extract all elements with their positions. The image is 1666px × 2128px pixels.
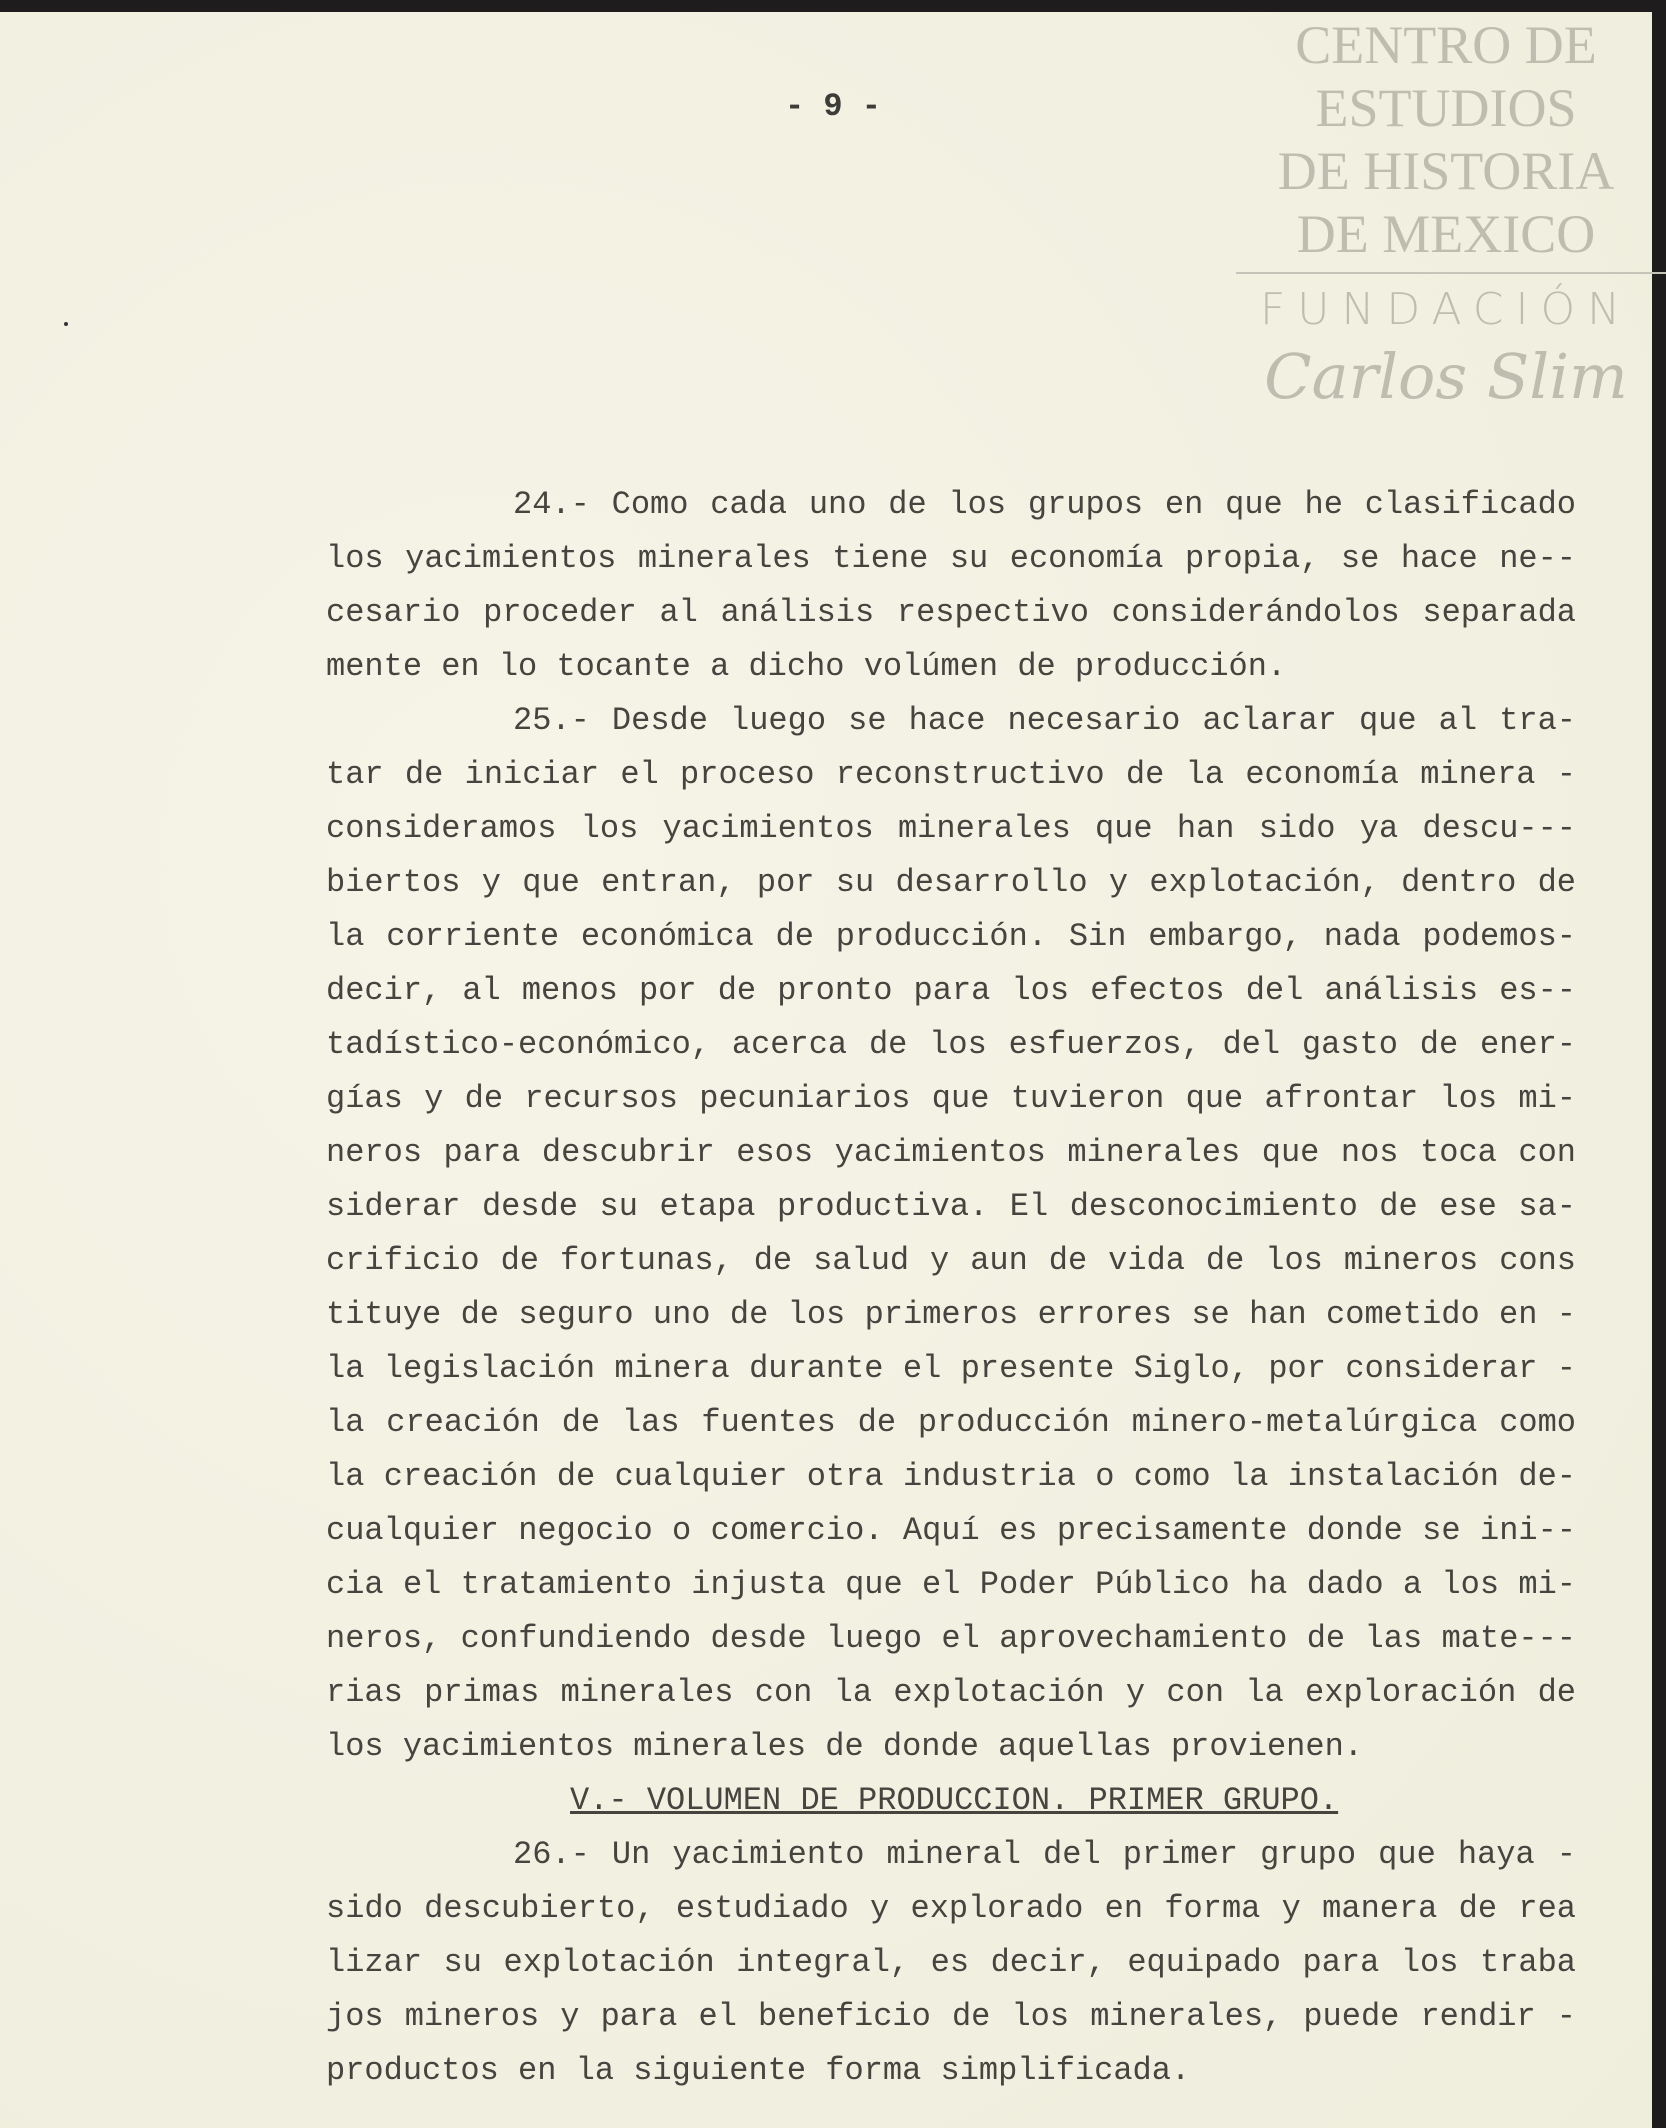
text-line: la creación de cualquier otra industria o como la instalación de- [326,1458,1576,1495]
text-line: la corriente económica de producción. Sin embargo, nada podemos- [326,918,1576,955]
text-line: neros, confundiendo desde luego el aprovechamiento de las mate--- [326,1620,1576,1657]
text-line: 25.- Desde luego se hace necesario aclarar que al tra- [513,702,1576,739]
watermark [1236,14,1656,414]
text-line: mente en lo tocante a dicho volúmen de producción. [326,648,1287,685]
text-line: cesario proceder al análisis respectivo considerándolos separada [326,594,1576,631]
text-line: tar de iniciar el proceso reconstructivo de la economía minera - [326,756,1576,793]
text-line: consideramos los yacimientos minerales que han sido ya descu--- [326,810,1576,847]
text-line: cualquier negocio o comercio. Aquí es precisamente donde se ini-- [326,1512,1576,1549]
watermark-signature: Carlos Slim [1264,340,1628,413]
watermark-line: CENTRO DE [1295,15,1597,75]
text-line: rias primas minerales con la explotación y con la exploración de [326,1674,1576,1711]
text-line: jos mineros y para el beneficio de los minerales, puede rendir - [326,1998,1576,2035]
text-line: los yacimientos minerales tiene su economía propia, se hace ne-- [326,540,1576,577]
watermark-line: ESTUDIOS [1315,78,1577,138]
watermark-line: DE MEXICO [1296,204,1596,264]
text-line: la legislación minera durante el presente Siglo, por considerar - [326,1350,1576,1387]
text-line: cia el tratamiento injusta que el Poder Público ha dado a los mi- [326,1566,1576,1603]
page-number: - 9 - [784,88,881,125]
text-line: crificio de fortunas, de salud y aun de vida de los mineros cons [326,1242,1576,1279]
text-line: los yacimientos minerales de donde aquellas provienen. [326,1728,1363,1765]
text-line: biertos y que entran, por su desarrollo y explotación, dentro de [326,864,1576,901]
text-line: lizar su explotación integral, es decir, equipado para los traba [326,1944,1576,1981]
text-line: 24.- Como cada uno de los grupos en que he clasificado [513,486,1576,523]
text-line: tadístico-económico, acerca de los esfuerzos, del gasto de ener- [326,1026,1576,1063]
ink-speck [64,322,68,326]
text-line: neros para descubrir esos yacimientos minerales que nos toca con [326,1134,1576,1171]
document-body [326,478,1576,2098]
section-heading [326,1774,1576,1828]
watermark-divider [1236,272,1666,274]
watermark-fundacion: FUNDACIÓN [1259,284,1633,335]
text-line: decir, al menos por de pronto para los efectos del análisis es-- [326,972,1576,1009]
text-line: la creación de las fuentes de producción minero-metalúrgica como [326,1404,1576,1441]
section-heading-text: V.- VOLUMEN DE PRODUCCION. PRIMER GRUPO. [570,1782,1339,1819]
text-line: tituye de seguro uno de los primeros errores se han cometido en - [326,1296,1576,1333]
text-line: siderar desde su etapa productiva. El desconocimiento de ese sa- [326,1188,1576,1225]
text-line: productos en la siguiente forma simplificada. [326,2052,1191,2089]
text-line: sido descubierto, estudiado y explorado en forma y manera de rea [326,1890,1576,1927]
text-line: 26.- Un yacimiento mineral del primer grupo que haya - [513,1836,1576,1873]
text-line: gías y de recursos pecuniarios que tuvieron que afrontar los mi- [326,1080,1576,1117]
watermark-line: DE HISTORIA [1277,141,1615,201]
